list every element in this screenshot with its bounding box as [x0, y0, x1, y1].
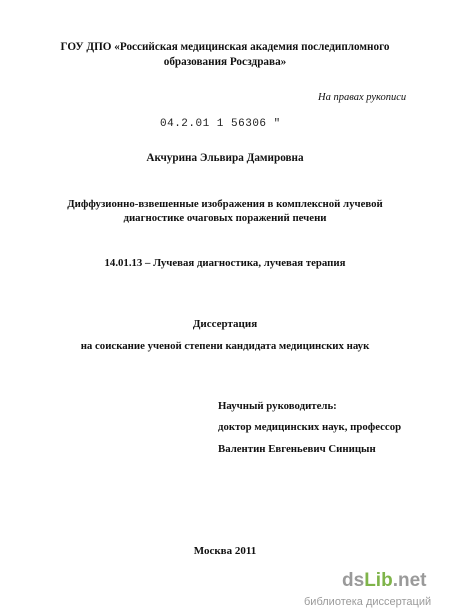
- dissertation-label: Диссертация: [192, 318, 258, 330]
- author-name: Акчурина Эльвира Дамировна: [146, 152, 304, 164]
- specialty-code: 14.01.13 – Лучевая диагностика, лучевая терапия: [104, 257, 346, 269]
- degree-sought: на соискание ученой степени кандидата медицинских наук: [80, 340, 370, 352]
- city-year: Москва 2011: [193, 545, 257, 557]
- supervisor-role: Научный руководитель:: [218, 400, 337, 412]
- rights-note: На правах рукописи: [318, 92, 407, 103]
- svg-text:dsLib.net: [342, 570, 427, 591]
- registration-code: 04.2.01 1 56306 ": [160, 118, 281, 130]
- title-line-2: диагностике очаговых поражений печени: [123, 212, 327, 224]
- watermark-brand-net: .net: [392, 570, 427, 591]
- watermark-subtitle: библиотека диссертаций: [304, 596, 432, 608]
- watermark-brand-lib: Lib: [364, 570, 393, 591]
- supervisor-degree: доктор медицинских наук, профессор: [218, 421, 402, 433]
- institution-line-1: ГОУ ДПО «Российская медицинская академия последипломного: [60, 41, 390, 53]
- title-line-1: Диффузионно-взвешенные изображения в комплексной лучевой: [67, 198, 383, 210]
- institution-line-2: образования Росздрава»: [163, 56, 287, 68]
- watermark-brand-ds: ds: [342, 570, 365, 591]
- supervisor-name: Валентин Евгеньевич Синицын: [218, 443, 376, 455]
